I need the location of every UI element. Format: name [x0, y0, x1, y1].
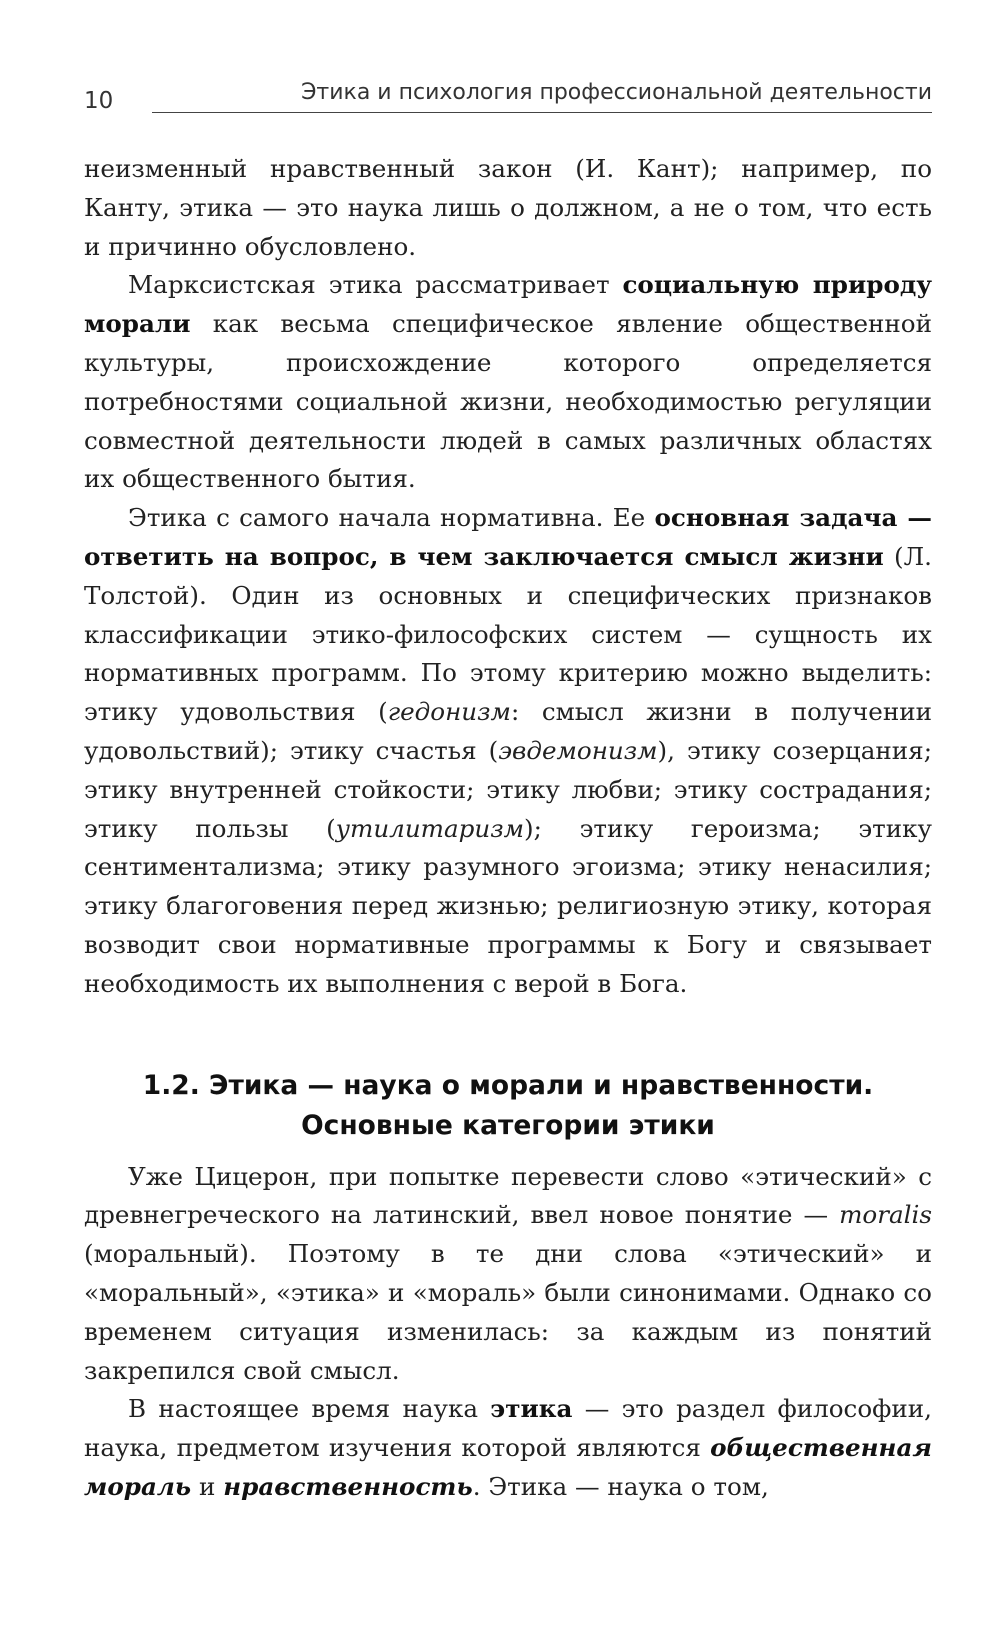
text-span: Уже Цицерон, при попытке перевести слово «этический» с древнегреческого на латинский, ввел новое понятие —	[84, 1161, 932, 1230]
text-span: ); этику героизма; этику сентиментализма; этику разумного эгоизма; этику ненасилия; этику благоговения перед жизнью; религиозную этику, которая возводит свои нормативные программы к Богу и связывает необходимость их выполнения с верой в Бога.	[84, 813, 932, 998]
section-heading-line-1: 1.2. Этика — наука о морали и нравственности.	[142, 1069, 874, 1101]
paragraph-2	[84, 266, 932, 499]
italic-term: эвдемонизм	[498, 735, 658, 765]
paragraph-5	[84, 1390, 932, 1506]
section-heading	[84, 1066, 932, 1146]
section-heading-line-2: Основные категории этики	[301, 1109, 715, 1141]
page-number: 10	[84, 88, 114, 114]
text-span: . Этика — наука о том,	[472, 1471, 769, 1501]
bold-italic-term: нравственность	[223, 1471, 473, 1501]
italic-term: moralis	[839, 1200, 932, 1230]
text-span: Этика с самого начала нормативна. Ее	[128, 503, 655, 533]
text-span: В настоящее время наука	[128, 1394, 491, 1424]
text-span: неизменный нравственный закон (И. Кант); например, по Канту, этика — это наука лишь о должном, а не о том, что есть и причинно обусловлено.	[84, 154, 932, 261]
text-span: — это раздел философии, наука, предметом изучения которой являются	[84, 1394, 932, 1463]
italic-term: утилитаризм	[335, 813, 525, 843]
text-span: : смысл жизни в получении удовольствий); этику счастья (	[84, 697, 932, 765]
text-span: (Л. Толстой). Один из основных и специфических признаков классификации этико-философских систем — сущность их нормативных программ. По этому критерию можно выделить: этику удовольствия (	[84, 541, 932, 727]
bold-term: основная задача — ответить на вопрос, в чем заключается смысл жизни	[84, 503, 932, 571]
italic-term: гедонизм	[387, 697, 511, 727]
paragraph-3	[84, 499, 932, 1003]
text-span: (моральный). Поэтому в те дни слова «этический» и «моральный», «этика» и «мораль» были синонимами. Однако со временем ситуация изменилась: за каждым из понятий закрепился свой смысл.	[84, 1239, 932, 1385]
bold-italic-term: общественная мораль	[84, 1433, 932, 1501]
bold-term: этика	[490, 1394, 573, 1424]
text-span: и	[191, 1471, 224, 1501]
running-title: Этика и психология профессиональной деятельности	[301, 80, 932, 105]
paragraph-4	[84, 1158, 932, 1391]
bold-term: социальную природу морали	[84, 270, 932, 339]
page-header	[84, 80, 932, 126]
text-span: как весьма специфическое явление общественной культуры, происхождение которого определяется потребностями социальной жизни, необходимостью регуляции совместной деятельности людей в самых различных областях их общественного бытия.	[84, 309, 932, 494]
text-span: ), этику созерцания; этику внутренней стойкости; этику любви; этику сострадания; этику пользы (	[84, 735, 932, 843]
header-rule	[152, 112, 932, 113]
paragraph-1	[84, 150, 932, 266]
page-body	[84, 150, 932, 1507]
text-span: Марксистская этика рассматривает	[128, 270, 623, 300]
